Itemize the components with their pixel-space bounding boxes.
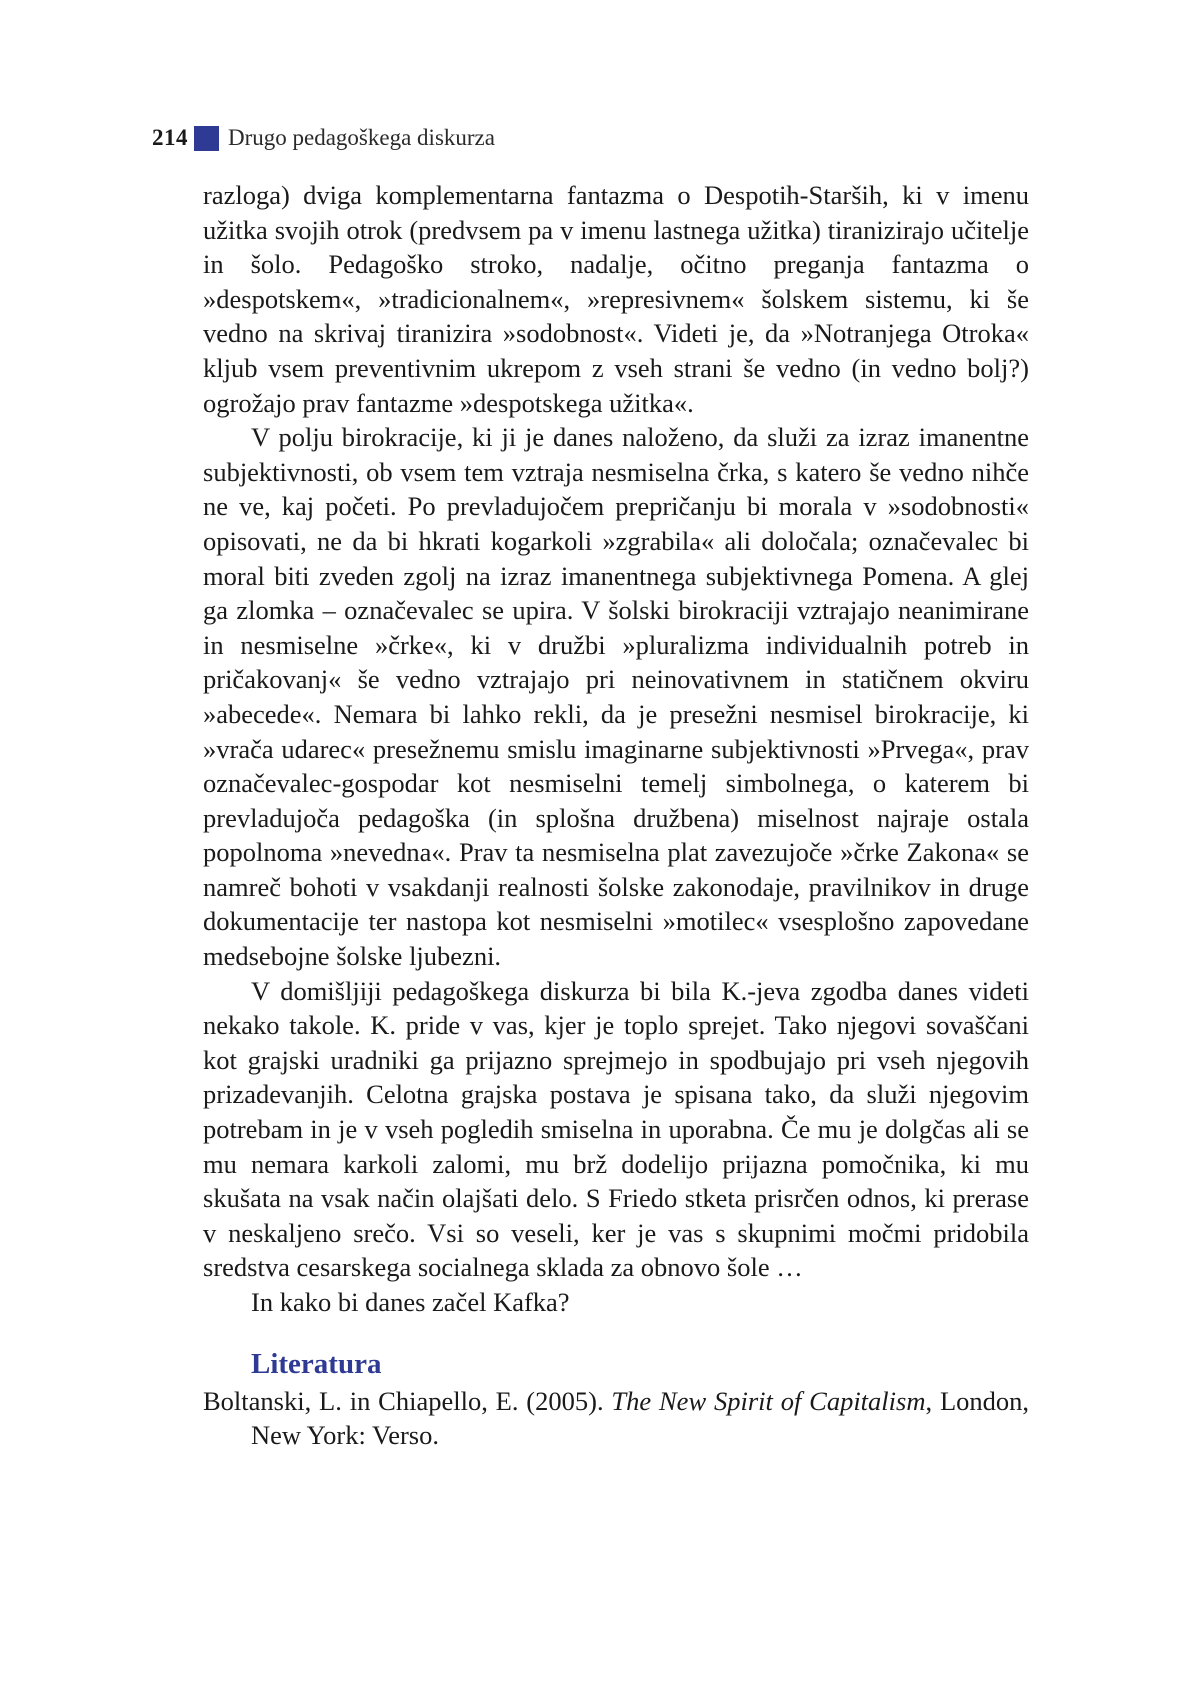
reference-item (203, 1384, 1029, 1453)
paragraph-4: In kako bi danes začel Kafka? (251, 1287, 570, 1317)
page-number: 214 (152, 125, 188, 150)
main-text (203, 178, 1029, 1453)
paragraph-1: razloga) dviga komplementarna fantazma o Despotih-Starših, ki v imenu užitka svojih otrok (predvsem pa v imenu lastnega užitka) tiranizirajo učitelje in šolo. Pedagoško stroko, nadalje, očitno preganja fantazma o »despotskem«, »tradicionalnem«, »represivnem« šolskem sistemu, ki še vedno na skrivaj tiranizira »sodobnost«. Videti je, da »Notranjega Otroka« kljub vsem preventivnim ukrepom z vseh strani še vedno (in vedno bolj?) ogrožajo prav fantazme »despotskega užitka«. (203, 180, 1029, 418)
header-accent-square (194, 126, 219, 151)
paragraph-3: V domišljiji pedagoškega diskurza bi bila K.-jeva zgodba danes videti nekako takole. K. pride v vas, kjer je toplo sprejet. Tako njegovi sovaščani kot grajski uradniki ga prijazno sprejmejo in spodbujajo pri vseh njegovih prizadevanjih. Celotna grajska postava je spisana tako, da služi njegovim potrebam in je v vseh pogledih smiselna in uporabna. Če mu je dolgčas ali se mu nemara karkoli zalomi, mu brž dodelijo prijazna pomočnika, ki mu skušata na vsak način olajšati delo. S Friedo stketa prisrčen odnos, ki prerase v neskaljeno srečo. Vsi so veseli, ker je vas s skupnimi močmi pridobila sredstva cesarskega socialnega sklada za obnovo šole … (203, 975, 1029, 1283)
running-header (152, 120, 495, 156)
reference-title: The New Spirit of Capitalism (611, 1385, 926, 1416)
running-title: Drugo pedagoškega diskurza (228, 125, 495, 150)
reference-publisher: , London, New York: Verso. (251, 1385, 1030, 1451)
literature-heading: Literatura (251, 1347, 382, 1380)
paragraph-2: V polju birokracije, ki ji je danes naloženo, da služi za izraz imanentne subjektivnosti, ob vsem tem vztraja nesmiselna črka, s katero še vedno nihče ne ve, kaj početi. Po prevladujočem prepričanju bi morala v »sodobnosti« opisovati, ne da bi hkrati kogarkoli »zgrabila« ali določala; označevalec bi moral biti zveden zgolj na izraz imanentnega subjektivnega Pomena. A glej ga zlomka – označevalec se upira. V šolski birokraciji vztrajajo neanimirane in nesmiselne »črke«, ki v družbi »pluralizma individualnih potreb in pričakovanj« še vedno vztrajajo pri neinovativnem in statičnem okviru »abecede«. Nemara bi lahko rekli, da je presežni nesmisel birokracije, ki »vrača udarec« presežnemu smislu imaginarne subjektivnosti »Prvega«, prav označevalec-gospodar kot nesmiselni temelj simbolnega, o katerem bi prevladujoča pedagoška (in splošna družbena) miselnost najraje ostala popolnoma »nevedna«. Prav ta nesmiselna plat zavezujoče »črke Zakona« se namreč bohoti v vsakdanji realnosti šolske zakonodaje, pravilnikov in druge dokumentacije ter nastopa kot nesmiselni »motilec« vsesplošno zapovedane medsebojne šolske ljubezni. (203, 422, 1029, 972)
reference-authors: Boltanski, L. in Chiapello, E. (2005). (203, 1385, 612, 1416)
